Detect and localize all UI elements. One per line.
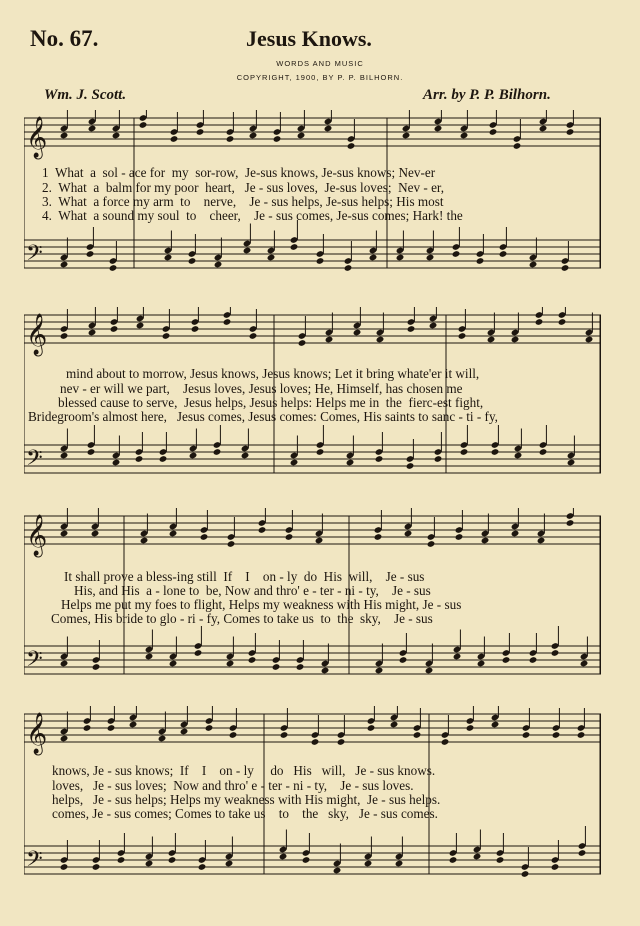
- svg-text:𝄞: 𝄞: [26, 117, 48, 158]
- lyric-line-4-2: loves, Je - sus loves; Now and thro' e - ter - ni - ty, Je - sus loves.: [52, 778, 414, 793]
- lyric-line-3-1: It shall prove a bless-ing still If I on - ly do His will, Je - sus: [64, 569, 425, 584]
- copyright-notice: COPYRIGHT, 1900, BY P. P. BILHORN.: [236, 73, 404, 82]
- music-system-4: [24, 706, 601, 916]
- lyric-line-1-1: 1 What a sol - ace for my sor-row, Je-sus knows, Je-sus knows; Nev-er: [42, 165, 436, 180]
- lyric-line-4-1: knows, Je - sus knows; If I on - ly do His will, Je - sus knows.: [52, 763, 436, 778]
- hymn-number: No. 67.: [30, 26, 99, 51]
- svg-text:𝄞: 𝄞: [26, 314, 48, 355]
- lyric-line-3-2: His, and His a - lone to be, Now and thro' e - ter - ni - ty, Je - sus: [74, 583, 431, 598]
- svg-text:𝄞: 𝄞: [26, 515, 48, 556]
- svg-text:𝄢: 𝄢: [26, 847, 43, 877]
- lyric-line-2-2: nev - er will we part, Jesus loves, Jesus loves; He, Himself, has chosen me: [60, 381, 463, 396]
- hymn-title: Jesus Knows.: [246, 26, 372, 51]
- lyric-line-4-4: comes, Je - sus comes; Comes to take us to the sky, Je - sus comes.: [52, 806, 438, 821]
- music-system-1: [24, 110, 601, 280]
- svg-text:𝄢: 𝄢: [26, 446, 43, 476]
- lyric-line-3-3: Helps me put my foes to flight, Helps my weakness with His might, Je - sus: [61, 597, 462, 612]
- lyric-line-2-3: blessed cause to serve, Jesus helps, Jesus helps: Helps me in the fierc-est fight,: [58, 395, 484, 410]
- lyric-line-1-3: 3. What a force my arm to nerve, Je - sus helps, Je-sus helps; His most: [42, 194, 444, 209]
- lyric-line-2-1: mind about to morrow, Jesus knows, Jesus knows; Let it bring whate'er it will,: [66, 366, 480, 381]
- music-system-2: [24, 307, 601, 482]
- lyric-line-1-4: 4. What a sound my soul to cheer, Je - sus comes, Je-sus comes; Hark! the: [42, 208, 463, 223]
- lyric-line-2-4: Bridegroom's almost here, Jesus comes, Jesus comes: Comes, His saints to sanc - ti - fy,: [28, 409, 498, 424]
- lyric-line-4-3: helps, Je - sus helps; Helps my weakness with His might, Je - sus helps.: [52, 792, 441, 807]
- arranger-credit: Arr. by P. P. Bilhorn.: [423, 87, 551, 103]
- copyright-heading: WORDS AND MUSIC: [276, 59, 364, 68]
- svg-text:𝄢: 𝄢: [26, 647, 43, 677]
- svg-text:𝄞: 𝄞: [26, 713, 48, 754]
- lyricist-credit: Wm. J. Scott.: [44, 87, 127, 103]
- lyric-line-3-4: Comes, His bride to glo - ri - fy, Comes to take us to the sky, Je - sus: [51, 611, 433, 626]
- lyric-line-1-2: 2. What a balm for my poor heart, Je - sus loves, Je-sus loves; Nev - er,: [42, 180, 445, 195]
- music-system-3: [24, 508, 601, 683]
- svg-text:𝄢: 𝄢: [26, 241, 43, 271]
